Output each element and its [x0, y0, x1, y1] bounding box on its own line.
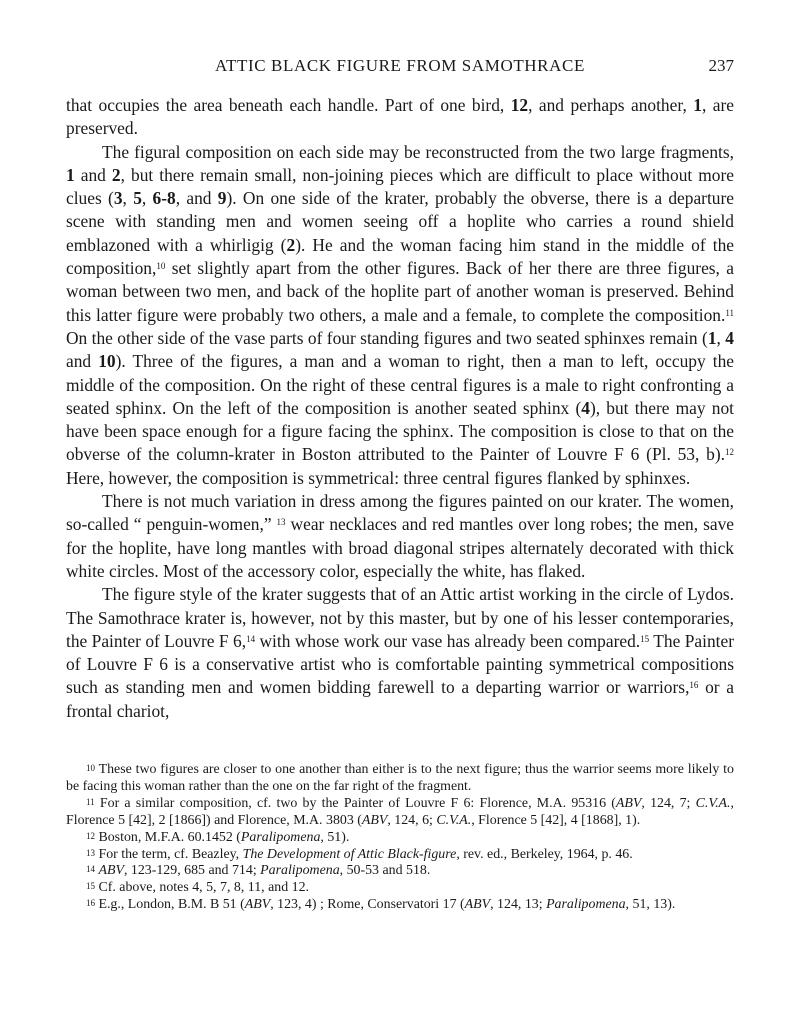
paragraph-2: The figural composition on each side may be reconstructed from the two large fragments, 1 and 2, but there remain small, non-joining pieces which are difficult to place without more clues (3, 5, 6-8, and 9). On one side of the krater, probably the obverse, there is a departure scene with standing men and women seeing off a hoplite who carries a round shield emblazoned with a whirligig (2). He and the woman facing him stand in the middle of the composition,$^{10}$ set slightly apart from the other figures. Back of her there are three figures, a woman between two men, and back of the hoplite part of another woman is preserved. Behind this latter figure were probably two others, a male and a female, to complete the composition.$^{11}$ On the other side of the vase parts of four standing figures and two seated sphinxes remain (1, 4 and 10). Three of the figures, a man and a woman to right, then a man to left, occupy the middle of the composition. On the right of these central figures is a male to right confronting a seated sphinx. On the left of the composition is another seated sphinx (4), but there may not have been space enough for a figure facing the sphinx. The composition is close to that on the obverse of the column-krater in Boston attributed to the Painter of Louvre F 6 (Pl. 53, b).$^{12}$ Here, however, the composition is symmetrical: three central figures flanked by sphinxes. — [66, 141, 735, 488]
fragment-ref: 4 — [725, 327, 734, 348]
footnote-15: $^{15}$ Cf. above, notes 4, 5, 7, 8, 11, and 12. — [86, 880, 309, 896]
footnotes — [66, 762, 734, 914]
footnote-ref: 16 — [689, 680, 699, 691]
paragraph-4: The figure style of the krater suggests that of an Attic artist working in the circle of Lydos. The Samothrace krater is, however, not by this master, but by one of his lesser contemporaries, the Painter of Louvre F 6,14 with whose work our vase has already been compared.$^{15}$ The Painter of Louvre F 6 is a conservative artist who is comfortable painting symmetrical compositions such as standing men and women bidding farewell to a departing warrior or warriors,$^{16}$ or a frontal chariot, — [66, 584, 734, 721]
footnote-ref: 10 — [156, 261, 166, 272]
footnote-11: $^{11}$ For a similar composition, cf. two by the Painter of Louvre F 6: Florence, M.A. 95316 (ABV, 124, 7; C.V.A., Florence 5 [42], 2 [1866]) and Florence, M.A. 3803 (ABV, 124, 6; C.V.A., Florence 5 [42], 4 [1868], 1). — [66, 795, 734, 828]
page-number: 237 — [708, 56, 734, 75]
footnote-10: $^{10}$ These two figures are closer to one another than either is to the next figure; thus the warrior seems more likely to be facing this woman rather than the one on the far right of the fragment. — [66, 762, 734, 794]
body-text — [66, 94, 734, 723]
running-head: ATTIC BLACK FIGURE FROM SAMOTHRACE — [215, 56, 585, 75]
fragment-ref: 3 — [113, 188, 123, 209]
fragment-ref: 9 — [217, 188, 227, 209]
fragment-ref: 2 — [111, 164, 121, 185]
footnote-ref: 14 — [246, 633, 256, 644]
fragment-ref: 12 — [510, 95, 529, 115]
footnote-ref: 15 — [640, 633, 650, 644]
footnote-ref: 13 — [276, 517, 286, 528]
fragment-ref: 1 — [707, 327, 717, 348]
footnote-14: $^{14}$ ABV, 123-129, 685 and 714; Paralipomena, 50-53 and 518. — [86, 863, 431, 879]
footnote-ref: 11 — [725, 307, 734, 318]
fragment-ref: 6-8 — [152, 188, 176, 209]
footnote-16: $^{16}$ E.g., London, B.M. B 51 (ABV, 123, 4) ; Rome, Conservatori 17 (ABV, 124, 13; Paralipomena, 51, 13). — [86, 897, 676, 913]
fragment-ref: 10 — [98, 351, 116, 372]
fragment-ref: 2 — [286, 234, 296, 255]
fragment-ref: 4 — [581, 397, 590, 418]
fragment-ref: 5 — [133, 188, 142, 209]
footnote-13: $^{13}$ For the term, cf. Beazley, The Development of Attic Black-figure, rev. ed., Berkeley, 1964, p. 46. — [86, 846, 633, 862]
footnote-12: $^{12}$ Boston, M.F.A. 60.1452 (Paralipomena, 51). — [86, 829, 350, 845]
paragraph-1: that occupies the area beneath each handle. Part of one bird, 12, and perhaps another, 1, are preserved. — [66, 95, 734, 139]
paragraph-3: There is not much variation in dress among the figures painted on our krater. The women, so-called “ penguin-women,” $^{13}$ wear necklaces and red mantles over long robes; the men, save for the hoplite, have long mantles with broad diagonal stripes alternately decorated with thick white circles. Most of the accessory color, especially the white, has flaked. — [66, 491, 734, 581]
footnote-ref: 12 — [725, 447, 734, 458]
page-header — [66, 56, 734, 82]
fragment-ref: 1 — [693, 95, 702, 115]
fragment-ref: 1 — [66, 164, 75, 185]
